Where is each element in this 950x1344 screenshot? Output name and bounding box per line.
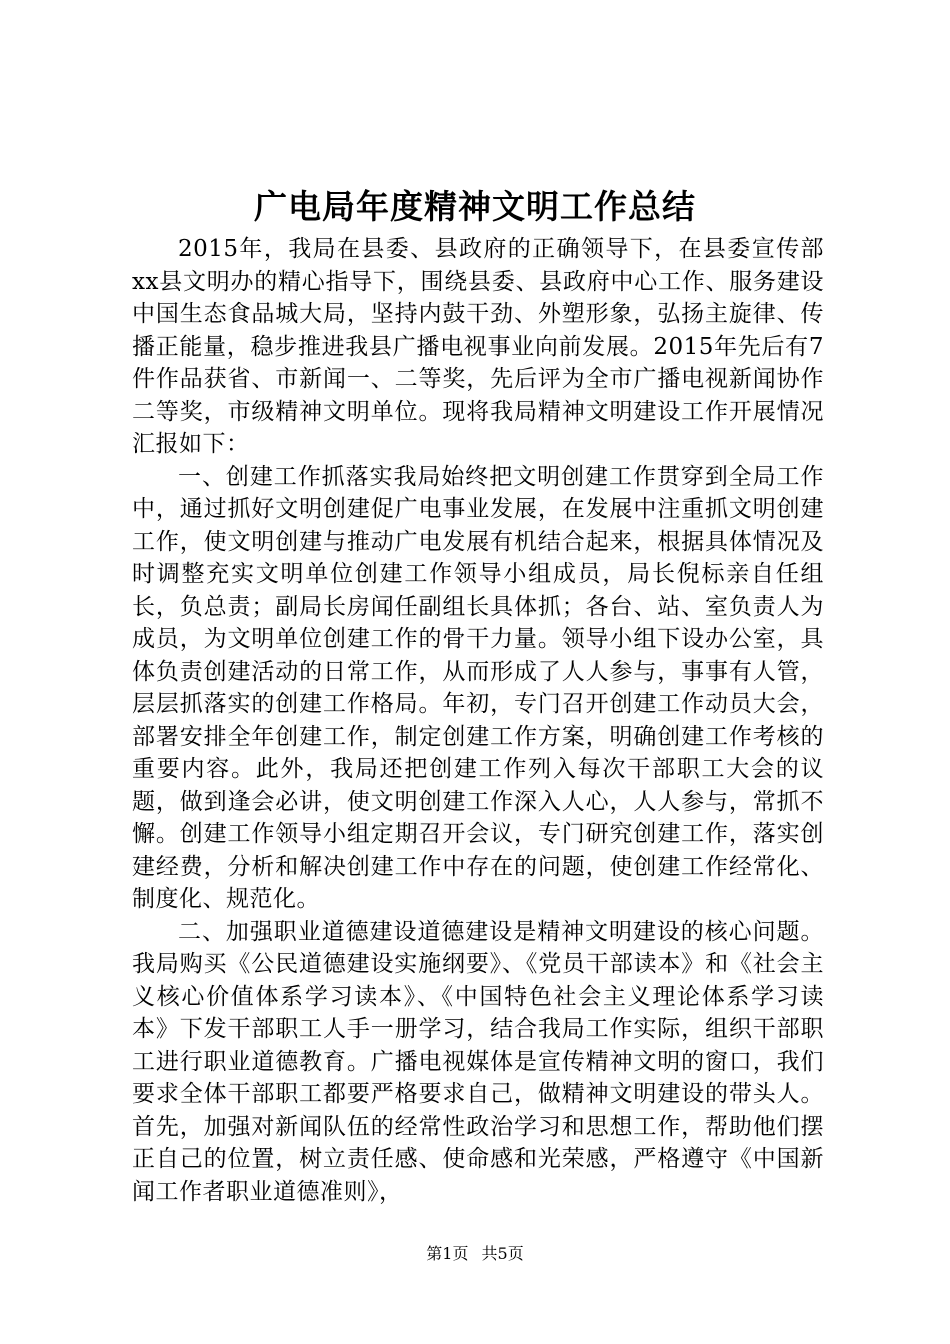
document-title: 广电局年度精神文明工作总结 <box>254 187 696 226</box>
paragraph-section-2: 二、加强职业道德建设道德建设是精神文明建设的核心问题。我局购买《公民道德建设实施纲要》、《党员干部读本》和《社会主义核心价值体系学习读本》、《中国特色社会主义理论体系学习读本》下发干部职工人手一册学习，结合我局工作实际，组织干部职工进行职业道德教育。广播电视媒体是宣传精神文明的窗口，我们要求全体干部职工都要严格要求自己，做精神文明建设的带头人。首先，加强对新闻队伍的经常性政治学习和思想工作，帮助他们摆正自己的位置，树立责任感、使命感和光荣感，严格遵守《中国新闻工作者职业道德准则》， <box>132 918 824 1205</box>
page-number: 第1页 <box>426 1244 469 1263</box>
document-body <box>132 233 824 1208</box>
paragraph-section-1: 一、创建工作抓落实我局始终把文明创建工作贯穿到全局工作中，通过抓好文明创建促广电事业发展，在发展中注重抓文明创建工作，使文明创建与推动广电发展有机结合起来，根据具体情况及时调整充实文明单位创建工作领导小组成员，局长倪标亲自任组长，负总责；副局长房闻任副组长具体抓；各台、站、室负责人为成员，为文明单位创建工作的骨干力量。领导小组下设办公室，具体负责创建活动的日常工作，从而形成了人人参与，事事有人管，层层抓落实的创建工作格局。年初，专门召开创建工作动员大会，部署安排全年创建工作，制定创建工作方案，明确创建工作考核的重要内容。此外，我局还把创建工作列入每次干部职工大会的议题，做到逢会必讲，使文明创建工作深入人心，人人参与，常抓不懈。创建工作领导小组定期召开会议，专门研究创建工作，落实创建经费，分析和解决创建工作中存在的问题，使创建工作经常化、制度化、规范化。 <box>132 463 824 912</box>
paragraph-intro: 2015年，我局在县委、县政府的正确领导下，在县委宣传部xx县文明办的精心指导下，围绕县委、县政府中心工作、服务建设中国生态食品城大局，坚持内鼓干劲、外塑形象，弘扬主旋律、传播正能量，稳步推进我县广播电视事业向前发展。2015年先后有7件作品获省、市新闻一、二等奖，先后评为全市广播电视新闻协作二等奖，市级精神文明单位。现将我局精神文明建设工作开展情况汇报如下： <box>132 236 824 457</box>
page-footer <box>0 1243 950 1265</box>
page-total: 共5页 <box>481 1244 524 1263</box>
